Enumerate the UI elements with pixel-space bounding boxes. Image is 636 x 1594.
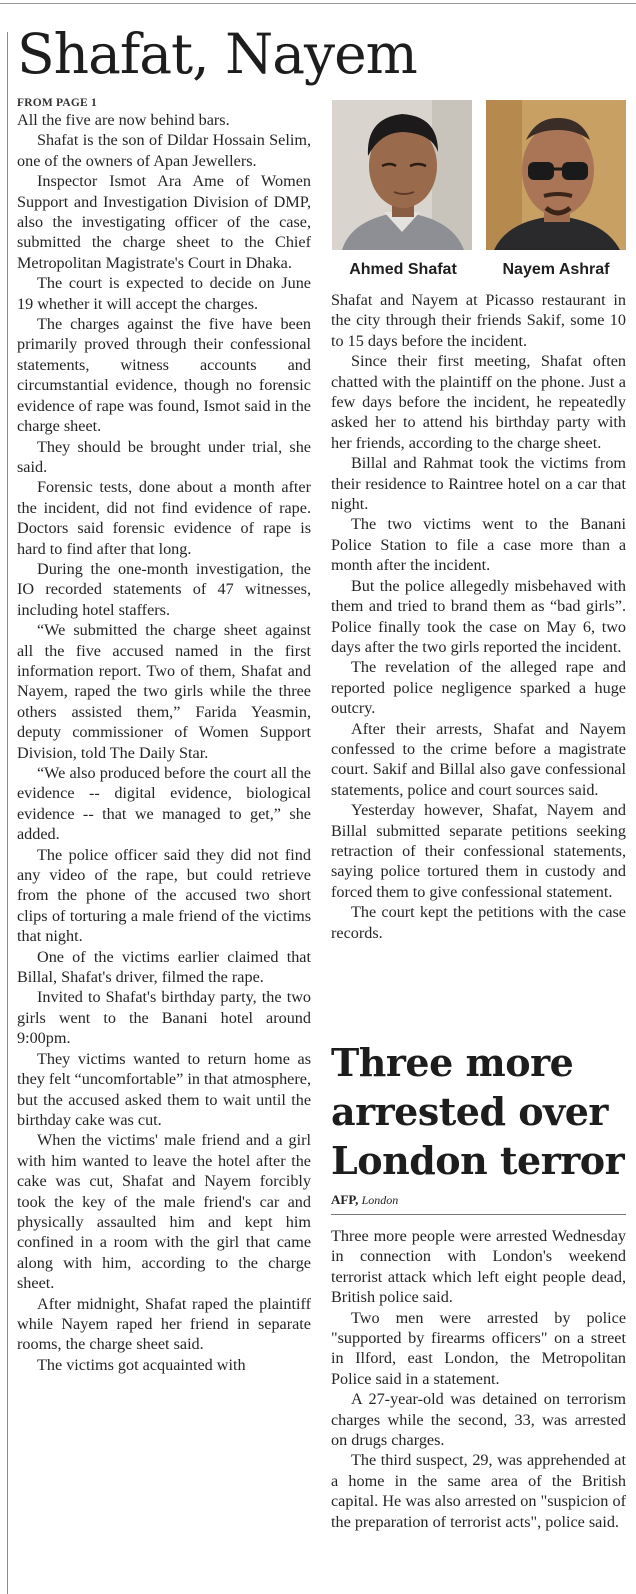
page-headline: Shafat, Nayem: [17, 22, 417, 86]
byline-agency: AFP,: [331, 1192, 359, 1207]
photo-ahmed-shafat: [332, 100, 472, 250]
dateline: FROM PAGE 1: [17, 97, 97, 109]
paragraph: They victims wanted to return home as they felt “uncomfortable” in that atmosphere, but the accused asked them to wait until the birthday cake was cut.: [17, 1049, 311, 1129]
paragraph: The court is expected to decide on June 19 whether it will accept the charges.: [17, 274, 311, 313]
paragraph: Inspector Ismot Ara Ame of Women Support and Investigation Division of DMP, also the investigating officer of the case, submitted the charge sheet to the Chief Metropolitan Magistrate's Court in Dhaka.: [17, 172, 311, 272]
paragraph: A 27-year-old was detained on terrorism charges while the second, 33, was arrested on drugs charges.: [331, 1390, 626, 1450]
top-rule: [0, 3, 636, 4]
photo-nayem-ashraf: [486, 100, 626, 250]
paragraph: Two men were arrested by police "supported by firearms officers" on a street in Ilford, east London, the Metropolitan Police said in a statement.: [331, 1308, 626, 1388]
story2-byline: [331, 1192, 626, 1215]
paragraph: Yesterday however, Shafat, Nayem and Billal submitted separate petitions seeking retraction of their confessional statements, saying police tortured them in custody and forced them to give confessional statement.: [331, 801, 626, 901]
paragraph: Since their first meeting, Shafat often chatted with the plaintiff on the phone. Just a few days before the incident, he repeatedly asked her to attend his birthday party with her friends, according to the charge sheet.: [331, 352, 626, 452]
paragraph: Invited to Shafat's birthday party, the two girls went to the Banani hotel around 9:00pm.: [17, 988, 311, 1048]
photo-caption: Ahmed Shafat: [349, 261, 457, 278]
portrait-illustration: [486, 100, 626, 250]
paragraph: “We also produced before the court all the evidence -- digital evidence, biological evidence -- that we managed to get,” she added.: [17, 764, 311, 844]
paragraph: The police officer said they did not find any video of the rape, but could retrieve from the phone of the accused two short clips of torturing a male friend of the victims that night.: [17, 845, 311, 946]
paragraph: The charges against the five have been primarily proved through their confessional statements, witness accounts and circumstantial evidence, though no forensic evidence of rape was found, Ismot said in the charge sheet.: [17, 315, 311, 436]
portrait-illustration: [332, 100, 472, 250]
story2-headline: Three more arrested over London terror: [331, 1040, 625, 1183]
paragraph: The court kept the petitions with the case records.: [331, 903, 626, 942]
paragraph: The third suspect, 29, was apprehended at a home in the same area of the British capital. He was also arrested on "suspicion of the preparation of terrorist acts", police said.: [331, 1451, 626, 1531]
paragraph: The two victims went to the Banani Police Station to file a case more than a month after the incident.: [331, 515, 626, 575]
paragraph: The victims got acquainted with: [37, 1355, 246, 1374]
paragraph: All the five are now behind bars.: [17, 111, 230, 129]
paragraph: After midnight, Shafat raped the plaintiff while Nayem raped her friend in separate rooms, the charge sheet said.: [17, 1294, 311, 1354]
paragraph: Shafat and Nayem at Picasso restaurant in the city through their friends Sakif, some 10 to 15 days before the incident.: [331, 291, 626, 350]
paragraph: After their arrests, Shafat and Nayem confessed to the crime before a magistrate court. Sakif and Billal also gave confessional statements, police and court sources said.: [331, 719, 626, 799]
paragraph: “We submitted the charge sheet against all the five accused named in the first information report. Two of them, Shafat and Nayem, raped the two girls while the three others assisted them,” Farida Yeasmin, deputy commissioner of Women Support Division, told The Daily Star.: [17, 621, 311, 762]
paragraph: Forensic tests, done about a month after the incident, did not find evidence of rape. Doctors said forensic evidence of rape is hard to find after that long.: [17, 478, 311, 558]
paragraph: Shafat is the son of Dildar Hossain Selim, one of the owners of Apan Jewellers.: [17, 131, 311, 170]
paragraph: When the victims' male friend and a girl with him wanted to leave the hotel after the cake was cut, Shafat and Nayem forcibly took the key of the male friend's car and physically assaulted him and kept him confined in a room with the girl that came along with him, according to the charge sheet.: [17, 1131, 311, 1293]
story2-body: [331, 1226, 626, 1532]
paragraph: But the police allegedly misbehaved with them and tried to brand them as “bad girls”. Police finally took the case on May 6, two days after the two girls reported the incident.: [331, 576, 626, 656]
paragraph: They should be brought under trial, she said.: [17, 437, 311, 476]
paragraph: During the one-month investigation, the IO recorded statements of 47 witnesses, including hotel staffers.: [17, 559, 311, 619]
paragraph: One of the victims earlier claimed that Billal, Shafat's driver, filmed the rape.: [17, 947, 311, 987]
photo-caption: Nayem Ashraf: [502, 261, 610, 278]
paragraph: Three more people were arrested Wednesday in connection with London's weekend terrorist attack which left eight people dead, British police said.: [331, 1227, 626, 1307]
left-column-rule: [7, 32, 8, 1594]
left-column: [17, 96, 311, 1375]
right-column: [331, 290, 626, 943]
paragraph: The revelation of the alleged rape and reported police negligence sparked a huge outcry.: [331, 658, 626, 718]
byline-place: London: [361, 1193, 399, 1207]
paragraph: Billal and Rahmat took the victims from their residence to Raintree hotel on a car that night.: [331, 454, 626, 514]
